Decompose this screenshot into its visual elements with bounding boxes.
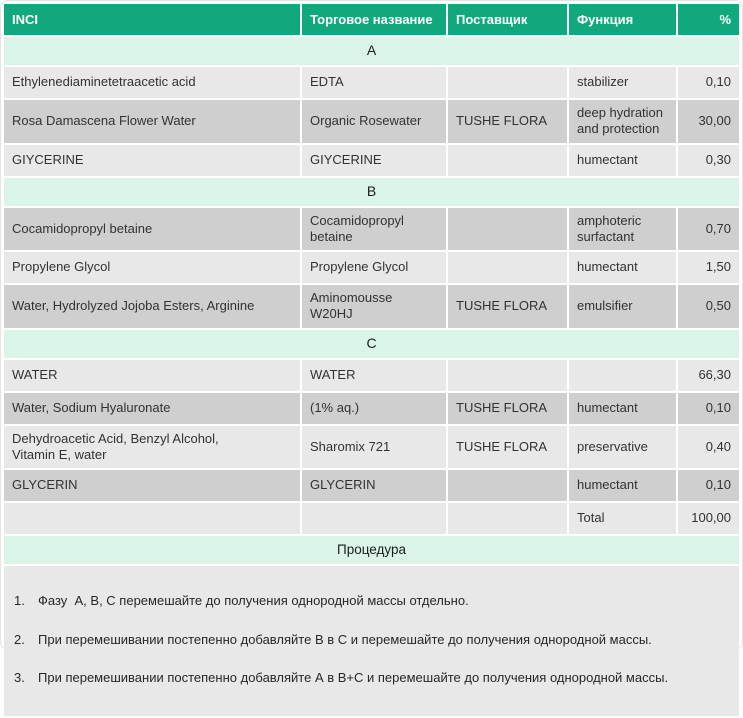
trade-name-cell [302, 503, 446, 534]
procedure-title-row [4, 536, 739, 564]
function-cell: preservative [569, 426, 676, 469]
trade-name-cell: Aminomousse W20HJ [302, 285, 446, 328]
percent-cell: 30,00 [678, 100, 739, 143]
function-cell: emulsifier [569, 285, 676, 328]
phase-label: A [4, 37, 739, 65]
trade-name-cell: Sharomix 721 [302, 426, 446, 469]
procedure-step [14, 667, 729, 689]
supplier-cell [448, 252, 567, 283]
phase-row-a [4, 37, 739, 65]
supplier-cell [448, 470, 567, 501]
percent-cell: 1,50 [678, 252, 739, 283]
inci-cell: WATER [4, 360, 300, 391]
total-value: 100,00 [678, 503, 739, 534]
step-text: Фазу А, В, С перемешайте до получения однородной массы отдельно. [38, 593, 469, 609]
trade-name-cell: GIYCERINE [302, 145, 446, 176]
ingredient-row [4, 426, 739, 469]
inci-cell [4, 503, 300, 534]
percent-cell: 0,70 [678, 208, 739, 251]
inci-cell: Ethylenediaminetetraacetic acid [4, 67, 300, 98]
ingredient-row [4, 100, 739, 143]
step-text: При перемешивании постепенно добавляйте А в В+С и перемешайте до получения однородной массы. [38, 670, 669, 686]
supplier-cell [448, 67, 567, 98]
percent-cell: 0,40 [678, 426, 739, 469]
inci-cell: Water, Sodium Hyaluronate [4, 393, 300, 424]
procedure-title: Процедура [4, 536, 739, 564]
ingredient-row [4, 470, 739, 501]
step-number: 3. [14, 670, 25, 686]
step-number: 1. [14, 593, 25, 609]
total-label: Total [569, 503, 676, 534]
col-header-supplier: Поставщик [448, 4, 567, 35]
percent-cell: 0,30 [678, 145, 739, 176]
total-row [4, 503, 739, 534]
ingredient-row [4, 67, 739, 98]
header-row [4, 4, 739, 35]
percent-cell: 0,10 [678, 470, 739, 501]
ingredient-row [4, 360, 739, 391]
trade-name-cell: Propylene Glycol [302, 252, 446, 283]
inci-cell: Dehydroacetic Acid, Benzyl Alcohol, Vitamin E, water [4, 426, 300, 469]
inci-cell: Cocamidopropyl betaine [4, 208, 300, 251]
function-cell: humectant [569, 470, 676, 501]
trade-name-cell: Organic Rosewater [302, 100, 446, 143]
supplier-cell [448, 208, 567, 251]
supplier-cell: TUSHE FLORA [448, 393, 567, 424]
col-header-inci: INCI [4, 4, 300, 35]
supplier-cell [448, 503, 567, 534]
step-number: 2. [14, 631, 25, 647]
col-header-trade-name: Торговое название [302, 4, 446, 35]
inci-cell: Propylene Glycol [4, 252, 300, 283]
procedure-steps [4, 566, 739, 716]
ingredient-row [4, 208, 739, 251]
procedure-body-row [4, 566, 739, 716]
supplier-cell: TUSHE FLORA [448, 426, 567, 469]
trade-name-cell: EDTA [302, 67, 446, 98]
percent-cell: 66,30 [678, 360, 739, 391]
ingredient-row [4, 252, 739, 283]
supplier-cell: TUSHE FLORA [448, 100, 567, 143]
trade-name-cell: Cocamidopropyl betaine [302, 208, 446, 251]
percent-cell: 0,10 [678, 393, 739, 424]
phase-row-b [4, 178, 739, 206]
function-cell: deep hydration and protection [569, 100, 676, 143]
supplier-cell: TUSHE FLORA [448, 285, 567, 328]
inci-cell: Rosa Damascena Flower Water [4, 100, 300, 143]
function-cell: humectant [569, 393, 676, 424]
function-cell: amphoteric surfactant [569, 208, 676, 251]
phase-row-c [4, 330, 739, 358]
function-cell: stabilizer [569, 67, 676, 98]
inci-cell: Water, Hydrolyzed Jojoba Esters, Arginine [4, 285, 300, 328]
procedure-step [14, 590, 729, 612]
inci-cell: GIYCERINE [4, 145, 300, 176]
trade-name-cell: GLYCERIN [302, 470, 446, 501]
percent-cell: 0,10 [678, 67, 739, 98]
percent-cell: 0,50 [678, 285, 739, 328]
function-cell [569, 360, 676, 391]
col-header-percent: % [678, 4, 739, 35]
col-header-function: Функция [569, 4, 676, 35]
inci-cell: GLYCERIN [4, 470, 300, 501]
step-text: При перемешивании постепенно добавляйте В в С и перемешайте до получения однородной массы. [38, 631, 652, 647]
supplier-cell [448, 360, 567, 391]
formulation-table [2, 2, 741, 718]
phase-label: C [4, 330, 739, 358]
supplier-cell [448, 145, 567, 176]
phase-label: B [4, 178, 739, 206]
ingredient-row [4, 285, 739, 328]
trade-name-cell: WATER [302, 360, 446, 391]
ingredient-row [4, 145, 739, 176]
ingredient-row [4, 393, 739, 424]
function-cell: humectant [569, 252, 676, 283]
procedure-step [14, 629, 729, 651]
function-cell: humectant [569, 145, 676, 176]
trade-name-cell: (1% aq.) [302, 393, 446, 424]
